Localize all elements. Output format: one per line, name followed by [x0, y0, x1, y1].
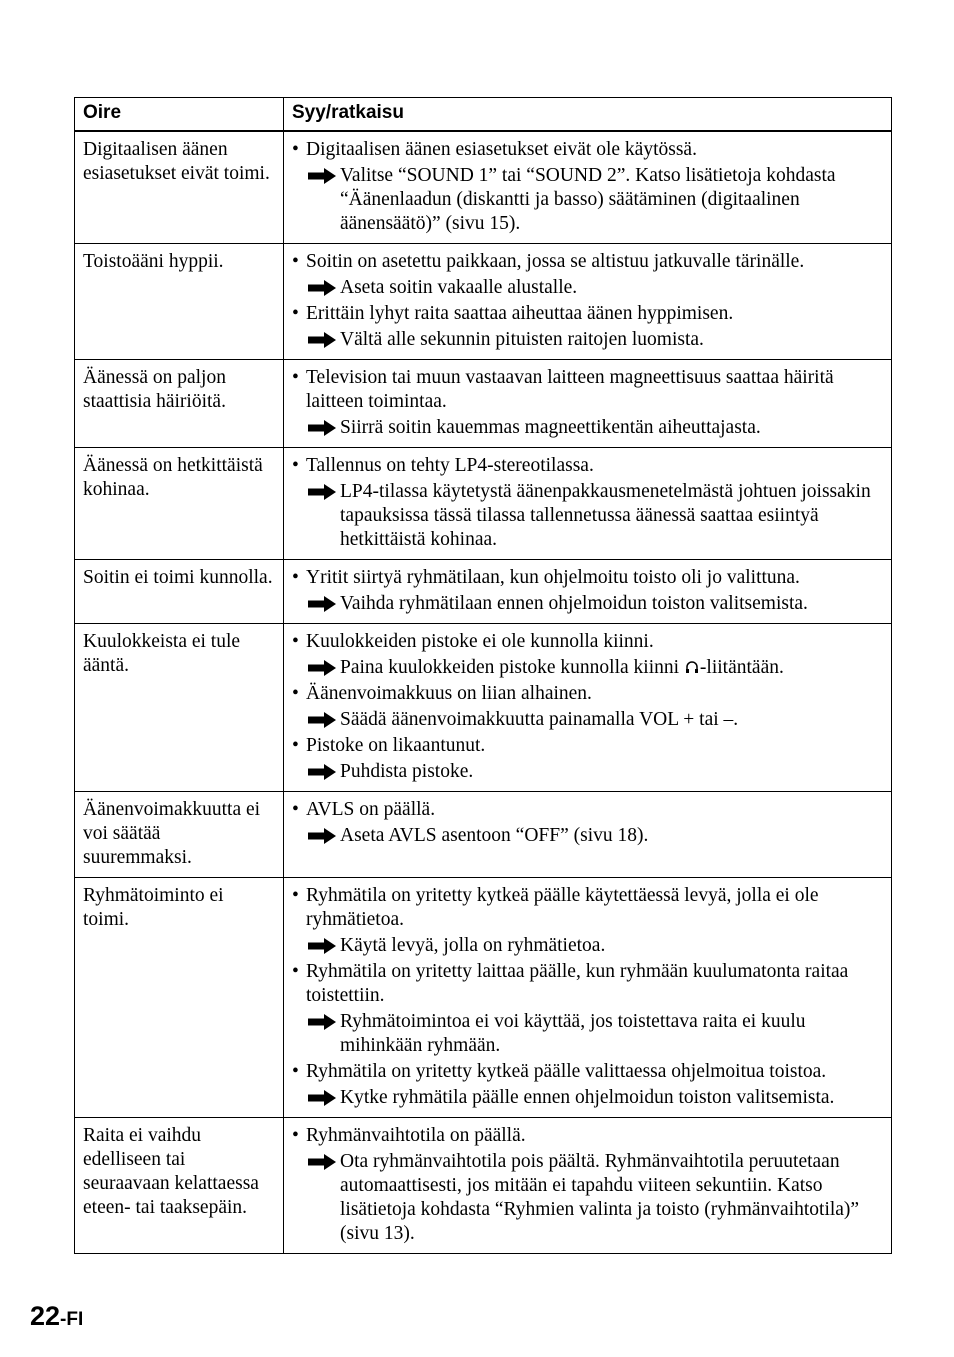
right-arrow-icon — [308, 1090, 336, 1106]
header-symptom: Oire — [75, 98, 284, 132]
cause-item: • Ryhmänvaihtotila on päällä. — [292, 1124, 883, 1148]
right-arrow-icon — [308, 712, 336, 728]
remedy-text: Käytä levyä, jolla on ryhmätietoa. — [340, 935, 606, 956]
remedy-item — [292, 1010, 883, 1058]
symptom-cell: Toistoääni hyppii. — [75, 244, 284, 360]
table-body — [75, 131, 892, 1254]
cause-item: • Kuulokkeiden pistoke ei ole kunnolla kiinni. — [292, 630, 883, 654]
remedy-item — [292, 1086, 883, 1110]
symptom-cell: Soitin ei toimi kunnolla. — [75, 560, 284, 624]
cause-item: • Tallennus on tehty LP4-stereotilassa. — [292, 454, 883, 478]
cause-item: • Yritit siirtyä ryhmätilaan, kun ohjelmoitu toisto oli jo valittuna. — [292, 566, 883, 590]
troubleshooting-table — [74, 97, 892, 1254]
right-arrow-icon — [308, 828, 336, 844]
page-number-suffix: -FI — [60, 1309, 84, 1330]
symptom-cell: Raita ei vaihdu edelliseen tai seuraavaan kelattaessa eteen- tai taaksepäin. — [75, 1118, 284, 1254]
remedy-item — [292, 1150, 883, 1246]
cause-item: • Erittäin lyhyt raita saattaa aiheuttaa äänen hyppimisen. — [292, 302, 883, 326]
right-arrow-icon — [308, 1014, 336, 1030]
cause-item: • Pistoke on likaantunut. — [292, 734, 883, 758]
remedy-text: Valitse “SOUND 1” tai “SOUND 2”. Katso lisätietoja kohdasta “Äänenlaadun (diskantti ja basso) säätäminen (digitaalinen äänensäätö)” (sivu 15). — [340, 165, 836, 234]
table-row — [75, 560, 892, 624]
right-arrow-icon — [308, 660, 336, 676]
remedy-item — [292, 708, 883, 732]
cause-item: • Ryhmätila on yritetty kytkeä päälle käytettäessä levyä, jolla ei ole ryhmätietoa. — [292, 884, 883, 932]
remedy-item — [292, 824, 883, 848]
table-header — [75, 98, 892, 132]
remedy-item — [292, 276, 883, 300]
remedy-text: LP4-tilassa käytetystä äänenpakkausmenetelmästä johtuen joissakin tapauksissa tässä tilassa tallennetussa äänessä saattaa esiintyä hetkittäistä kohinaa. — [340, 481, 871, 550]
right-arrow-icon — [308, 484, 336, 500]
table-row — [75, 878, 892, 1118]
remedy-item — [292, 760, 883, 784]
remedy-text: Puhdista pistoke. — [340, 761, 474, 782]
remedy-item — [292, 934, 883, 958]
cause-remedy-cell — [284, 244, 892, 360]
symptom-cell: Äänessä on paljon staattisia häiriöitä. — [75, 360, 284, 448]
right-arrow-icon — [308, 168, 336, 184]
table-header-row — [75, 98, 892, 132]
cause-remedy-cell — [284, 792, 892, 878]
right-arrow-icon — [308, 764, 336, 780]
remedy-item — [292, 164, 883, 236]
table-row — [75, 624, 892, 792]
cause-remedy-cell — [284, 448, 892, 560]
remedy-text: Ota ryhmänvaihtotila pois päältä. Ryhmänvaihtotila peruutetaan automaattisesti, jos mitään ei tapahdu viiteen sekuntiin. Katso lisätietoja kohdasta “Ryhmien valinta ja toisto (ryhmänvaihtotila)” (sivu 13). — [340, 1151, 860, 1244]
cause-item: • Television tai muun vastaavan laitteen magneettisuus saattaa häiritä laitteen toimintaa. — [292, 366, 883, 414]
symptom-cell: Digitaalisen äänen esiasetukset eivät toimi. — [75, 131, 284, 244]
remedy-item — [292, 328, 883, 352]
table-row — [75, 244, 892, 360]
symptom-cell: Kuulokkeista ei tule ääntä. — [75, 624, 284, 792]
remedy-item — [292, 480, 883, 552]
cause-remedy-cell — [284, 878, 892, 1118]
symptom-cell: Äänenvoimakkuutta ei voi säätää suuremmaksi. — [75, 792, 284, 878]
cause-remedy-cell — [284, 131, 892, 244]
symptom-cell: Äänessä on hetkittäistä kohinaa. — [75, 448, 284, 560]
cause-remedy-cell — [284, 560, 892, 624]
right-arrow-icon — [308, 280, 336, 296]
right-arrow-icon — [308, 332, 336, 348]
table-row — [75, 448, 892, 560]
page-number-value: 22 — [30, 1301, 61, 1331]
headphones-icon — [685, 660, 699, 674]
cause-item: • Ryhmätila on yritetty kytkeä päälle valittaessa ohjelmoitua toistoa. — [292, 1060, 883, 1084]
remedy-text: Kytke ryhmätila päälle ennen ohjelmoidun toiston valitsemista. — [340, 1087, 835, 1108]
remedy-text: Aseta soitin vakaalle alustalle. — [340, 277, 578, 298]
remedy-item — [292, 592, 883, 616]
remedy-item — [292, 416, 883, 440]
right-arrow-icon — [308, 938, 336, 954]
table-row — [75, 1118, 892, 1254]
table-row — [75, 360, 892, 448]
remedy-text: Aseta AVLS asentoon “OFF” (sivu 18). — [340, 825, 649, 846]
cause-item: • Ryhmätila on yritetty laittaa päälle, kun ryhmään kuulumatonta raitaa toistettiin. — [292, 960, 883, 1008]
remedy-item — [292, 656, 883, 680]
right-arrow-icon — [308, 596, 336, 612]
remedy-text: Vaihda ryhmätilaan ennen ohjelmoidun toiston valitsemista. — [340, 593, 808, 614]
cause-remedy-cell — [284, 624, 892, 792]
remedy-text-suffix: -liitäntään. — [699, 657, 784, 678]
cause-item: • Digitaalisen äänen esiasetukset eivät ole käytössä. — [292, 138, 883, 162]
remedy-text: Siirrä soitin kauemmas magneettikentän aiheuttajasta. — [340, 417, 761, 438]
symptom-cell: Ryhmätoiminto ei toimi. — [75, 878, 284, 1118]
header-cause-remedy: Syy/ratkaisu — [284, 98, 892, 132]
table-row — [75, 131, 892, 244]
page-number — [30, 1301, 83, 1332]
cause-remedy-cell — [284, 1118, 892, 1254]
remedy-text: Paina kuulokkeiden pistoke kunnolla kiinni — [340, 657, 684, 678]
cause-item: • Äänenvoimakkuus on liian alhainen. — [292, 682, 883, 706]
remedy-text: Vältä alle sekunnin pituisten raitojen luomista. — [340, 329, 704, 350]
cause-remedy-cell — [284, 360, 892, 448]
cause-item: • AVLS on päällä. — [292, 798, 883, 822]
remedy-text: Säädä äänenvoimakkuutta painamalla VOL + tai –. — [340, 709, 739, 730]
right-arrow-icon — [308, 420, 336, 436]
table-row — [75, 792, 892, 878]
cause-item: • Soitin on asetettu paikkaan, jossa se altistuu jatkuvalle tärinälle. — [292, 250, 883, 274]
remedy-text: Ryhmätoimintoa ei voi käyttää, jos toistettava raita ei kuulu mihinkään ryhmään. — [340, 1011, 806, 1056]
right-arrow-icon — [308, 1154, 336, 1170]
